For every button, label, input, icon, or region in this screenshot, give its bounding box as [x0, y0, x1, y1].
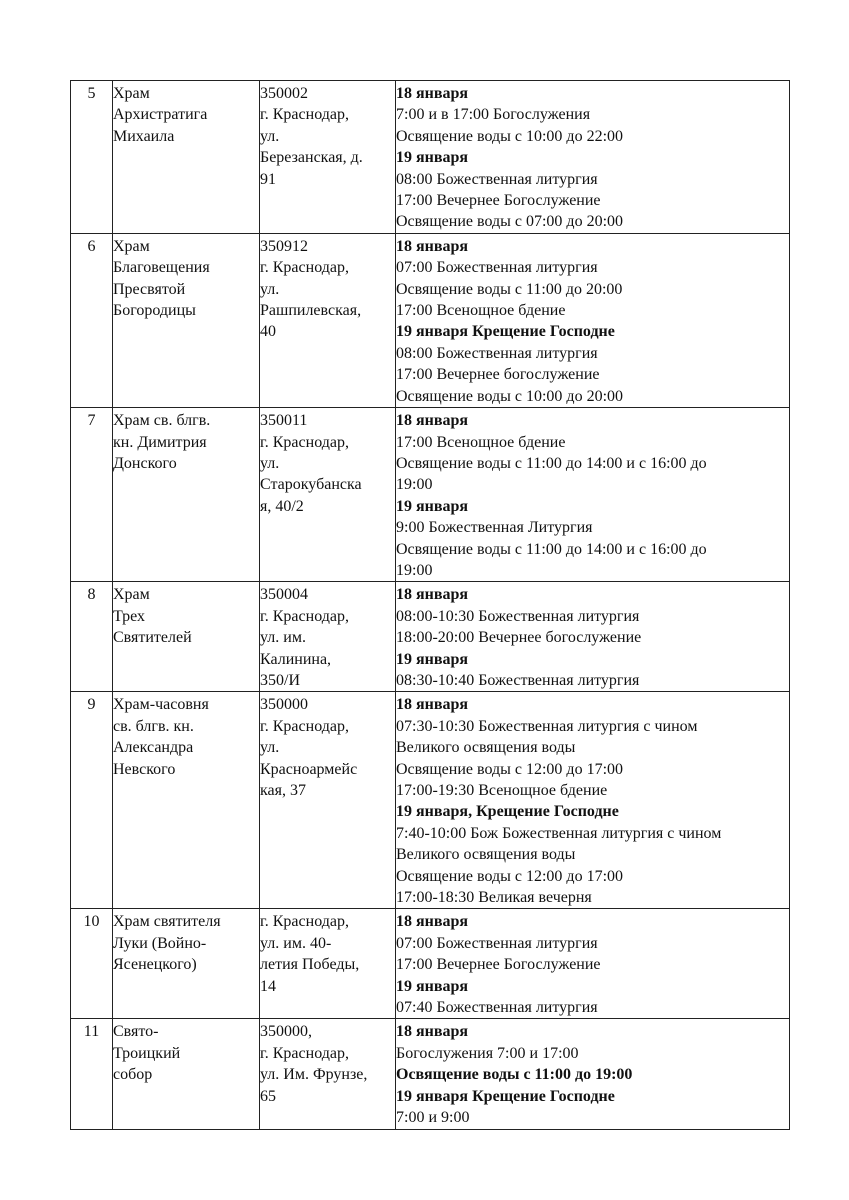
- schedule-cell: [396, 233, 790, 407]
- address-line: Красноармейс: [260, 760, 358, 778]
- schedule-line: 17:00 Всенощное бдение: [396, 433, 566, 451]
- address-cell: [260, 81, 396, 234]
- row-number: 8: [71, 582, 113, 692]
- address-cell: [260, 408, 396, 582]
- church-name-line: собор: [113, 1066, 153, 1084]
- church-name-cell: [113, 1019, 260, 1129]
- church-name-line: Храм: [113, 586, 150, 604]
- schedule-line: 9:00 Божественная Литургия: [396, 519, 593, 537]
- schedule-line: 7:00 и 9:00: [396, 1109, 470, 1127]
- schedule-date-heading: Освящение воды с 11:00 до 19:00: [396, 1066, 633, 1084]
- schedule-line: Освящение воды с 11:00 до 20:00: [396, 280, 623, 298]
- schedule-date-heading: 18 января: [396, 237, 469, 255]
- church-name-line: Храм: [113, 85, 150, 102]
- schedule-date-heading: 18 января: [396, 412, 469, 430]
- church-name-line: Ясенецкого): [113, 956, 197, 974]
- schedule-line: 08:00 Божественная литургия: [396, 170, 598, 188]
- table-row: [71, 909, 790, 1019]
- row-number: 10: [71, 909, 113, 1019]
- church-name-line: Троицкий: [113, 1044, 181, 1062]
- schedule-line: Освящение воды с 10:00 до 22:00: [396, 127, 624, 145]
- schedule-cell: [396, 408, 790, 582]
- address-line: г. Краснодар,: [260, 433, 349, 451]
- schedule-line: 7:40-10:00 Бож Божественная литургия с чином: [396, 824, 722, 842]
- address-cell: [260, 582, 396, 692]
- church-name-line: Святителей: [113, 629, 192, 647]
- church-name-cell: [113, 81, 260, 234]
- church-name-line: Храм: [113, 237, 150, 255]
- church-name-line: Александра: [113, 739, 194, 757]
- address-line: 65: [260, 1087, 276, 1105]
- church-name-line: св. блгв. кн.: [113, 717, 194, 735]
- church-name-line: Свято-: [113, 1023, 159, 1041]
- address-line: 40: [260, 323, 276, 341]
- schedule-date-heading: 18 января: [396, 85, 469, 102]
- schedule-date-heading: 19 января Крещение Господне: [396, 323, 615, 341]
- address-line: г. Краснодар,: [260, 913, 349, 931]
- address-line: 350002: [260, 85, 308, 102]
- church-name-line: Пресвятой: [113, 280, 186, 298]
- address-line: г. Краснодар,: [260, 1044, 349, 1062]
- church-name-line: Богородицы: [113, 302, 196, 320]
- schedule-date-heading: 18 января: [396, 1023, 469, 1041]
- schedule-date-heading: 18 января: [396, 696, 469, 714]
- address-line: г. Краснодар,: [260, 259, 349, 277]
- church-name-line: кн. Димитрия: [113, 433, 207, 451]
- schedule-line: 07:40 Божественная литургия: [396, 999, 598, 1017]
- address-line: ул.: [260, 454, 280, 472]
- address-line: ул. им. 40-: [260, 934, 332, 952]
- table-row: [71, 81, 790, 234]
- schedule-line: 7:00 и в 17:00 Богослужения: [396, 106, 591, 124]
- address-line: 350/И: [260, 671, 300, 689]
- schedule-line: 17:00-18:30 Великая вечерня: [396, 889, 592, 907]
- address-line: 350011: [260, 412, 308, 430]
- church-name-cell: [113, 692, 260, 909]
- address-line: я, 40/2: [260, 497, 304, 515]
- schedule-line: Освящение воды с 12:00 до 17:00: [396, 867, 624, 885]
- schedule-table: [70, 80, 790, 1130]
- church-name-line: Храм-часовня: [113, 696, 209, 714]
- church-name-line: Донского: [113, 454, 177, 472]
- address-line: кая, 37: [260, 782, 306, 799]
- schedule-cell: [396, 81, 790, 234]
- schedule-date-heading: 19 января: [396, 149, 469, 167]
- address-line: г. Краснодар,: [260, 106, 349, 124]
- schedule-line: Освящение воды с 12:00 до 17:00: [396, 760, 624, 778]
- schedule-line: 08:00-10:30 Божественная литургия: [396, 607, 640, 625]
- schedule-line: Освящение воды с 11:00 до 14:00 и с 16:00 до: [396, 540, 707, 558]
- address-line: г. Краснодар,: [260, 717, 349, 735]
- schedule-line: Освящение воды с 07:00 до 20:00: [396, 213, 624, 231]
- address-line: 350000: [260, 696, 308, 714]
- schedule-cell: [396, 692, 790, 909]
- schedule-table-body: [71, 81, 790, 1130]
- address-line: Рашпилевская,: [260, 302, 362, 320]
- schedule-date-heading: 18 января: [396, 913, 469, 931]
- schedule-date-heading: 19 января Крещение Господне: [396, 1087, 615, 1105]
- address-line: ул. Им. Фрунзе,: [260, 1066, 368, 1084]
- schedule-line: 17:00 Всенощное бдение: [396, 302, 566, 320]
- schedule-cell: [396, 1019, 790, 1129]
- address-line: ул. им.: [260, 629, 306, 647]
- row-number: 7: [71, 408, 113, 582]
- schedule-line: 17:00 Вечернее Богослужение: [396, 956, 601, 974]
- table-row: [71, 233, 790, 407]
- schedule-line: 18:00-20:00 Вечернее богослужение: [396, 629, 642, 647]
- address-line: 14: [260, 977, 276, 995]
- schedule-line: 07:30-10:30 Божественная литургия с чином: [396, 717, 698, 735]
- schedule-line: 19:00: [396, 561, 433, 579]
- schedule-line: 08:30-10:40 Божественная литургия: [396, 671, 640, 689]
- schedule-line: 19:00: [396, 476, 433, 494]
- church-name-cell: [113, 909, 260, 1019]
- schedule-line: Освящение воды с 11:00 до 14:00 и с 16:00 до: [396, 454, 707, 472]
- row-number: 11: [71, 1019, 113, 1129]
- schedule-date-heading: 19 января: [396, 977, 469, 995]
- schedule-date-heading: 19 января, Крещение Господне: [396, 803, 619, 821]
- schedule-date-heading: 19 января: [396, 497, 469, 515]
- table-row: [71, 692, 790, 909]
- address-line: Калинина,: [260, 650, 332, 668]
- church-name-line: Храм св. блгв.: [113, 412, 211, 430]
- schedule-date-heading: 19 января: [396, 650, 469, 668]
- table-row: [71, 582, 790, 692]
- schedule-line: 17:00-19:30 Всенощное бдение: [396, 782, 608, 799]
- church-name-line: Невского: [113, 760, 176, 778]
- address-line: Березанская, д.: [260, 149, 363, 167]
- address-cell: [260, 692, 396, 909]
- church-name-line: Храм святителя: [113, 913, 221, 931]
- address-line: г. Краснодар,: [260, 607, 349, 625]
- church-name-cell: [113, 582, 260, 692]
- church-name-line: Михаила: [113, 127, 175, 145]
- address-line: ул.: [260, 739, 280, 757]
- address-line: летия Победы,: [260, 956, 360, 974]
- table-row: [71, 408, 790, 582]
- schedule-cell: [396, 909, 790, 1019]
- address-line: Старокубанска: [260, 476, 362, 494]
- address-cell: [260, 1019, 396, 1129]
- row-number: 5: [71, 81, 113, 234]
- address-cell: [260, 909, 396, 1019]
- schedule-line: 17:00 Вечернее богослужение: [396, 366, 600, 384]
- address-line: 350004: [260, 586, 308, 604]
- schedule-line: Освящение воды с 10:00 до 20:00: [396, 387, 624, 405]
- church-name-line: Архистратига: [113, 106, 208, 124]
- church-name-line: Луки (Войно-: [113, 934, 207, 952]
- schedule-line: Богослужения 7:00 и 17:00: [396, 1044, 579, 1062]
- address-line: 91: [260, 170, 276, 188]
- church-name-line: Благовещения: [113, 259, 210, 277]
- row-number: 9: [71, 692, 113, 909]
- address-line: 350912: [260, 237, 308, 255]
- schedule-cell: [396, 582, 790, 692]
- address-cell: [260, 233, 396, 407]
- table-row: [71, 1019, 790, 1129]
- church-name-cell: [113, 233, 260, 407]
- schedule-line: 07:00 Божественная литургия: [396, 259, 598, 277]
- row-number: 6: [71, 233, 113, 407]
- schedule-line: Великого освящения воды: [396, 739, 576, 757]
- schedule-date-heading: 18 января: [396, 586, 469, 604]
- address-line: ул.: [260, 280, 280, 298]
- schedule-line: 17:00 Вечернее Богослужение: [396, 192, 601, 210]
- address-line: 350000,: [260, 1023, 312, 1041]
- schedule-line: 08:00 Божественная литургия: [396, 344, 598, 362]
- schedule-line: 07:00 Божественная литургия: [396, 934, 598, 952]
- schedule-line: Великого освящения воды: [396, 846, 576, 864]
- church-name-cell: [113, 408, 260, 582]
- address-line: ул.: [260, 127, 280, 145]
- church-name-line: Трех: [113, 607, 146, 625]
